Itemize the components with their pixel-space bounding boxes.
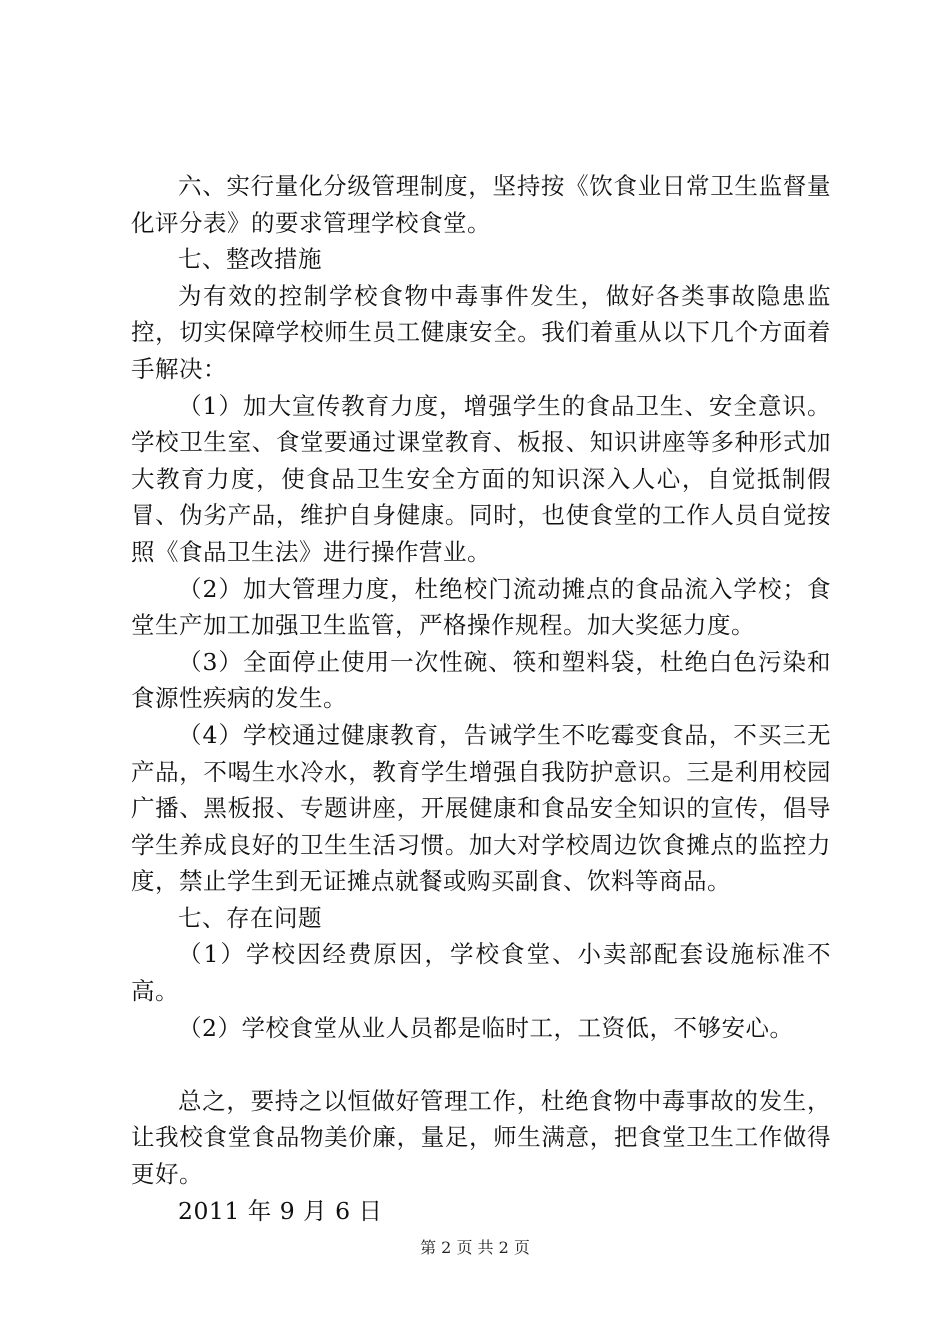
paragraph-measure-4: （4）学校通过健康教育，告诫学生不吃霉变食品，不买三无产品，不喝生水冷水，教育学生增强自我防护意识。三是利用校园广播、黑板报、专题讲座，开展健康和食品安全知识的宣传，倡导学生养成良好的卫生生活习惯。加大对学校周边饮食摊点的监控力度，禁止学生到无证摊点就餐或购买副食、饮料等商品。	[131, 720, 831, 896]
paragraph-rectification-intro: 为有效的控制学校食物中毒事件发生，做好各类事故隐患监控，切实保障学校师生员工健康安全。我们着重从以下几个方面着手解决：	[131, 281, 831, 383]
paragraph-problem-2: （2）学校食堂从业人员都是临时工，工资低，不够安心。	[178, 1013, 794, 1042]
paragraph-measure-3: （3）全面停止使用一次性碗、筷和塑料袋，杜绝白色污染和食源性疾病的发生。	[131, 647, 831, 713]
paragraph-quantified-management: 六、实行量化分级管理制度，坚持按《饮食业日常卫生监督量化评分表》的要求管理学校食堂。	[131, 172, 831, 237]
heading-existing-problems: 七、存在问题	[178, 903, 322, 932]
document-body	[131, 168, 831, 1229]
paragraph-measure-1: （1）加大宣传教育力度，增强学生的食品卫生、安全意识。学校卫生室、食堂要通过课堂教育、板报、知识讲座等多种形式加大教育力度，使食品卫生安全方面的知识深入人心，自觉抵制假冒、伪劣产品，维护自身健康。同时，也使食堂的工作人员自觉按照《食品卫生法》进行操作营业。	[131, 391, 831, 566]
paragraph-measure-2: （2）加大管理力度，杜绝校门流动摊点的食品流入学校；食堂生产加工加强卫生监管，严格操作规程。加大奖惩力度。	[131, 574, 831, 640]
heading-rectification-measures: 七、整改措施	[178, 245, 322, 274]
blank-line	[131, 1046, 831, 1083]
paragraph-problem-1: （1）学校因经费原因，学校食堂、小卖部配套设施标准不高。	[131, 940, 831, 1006]
page-footer: 第 2 页 共 2 页	[420, 1238, 530, 1257]
document-date: 2011 年 9 月 6 日	[178, 1196, 383, 1225]
paragraph-conclusion: 总之，要持之以恒做好管理工作，杜绝食物中毒事故的发生，让我校食堂食品物美价廉，量足，师生满意，把食堂卫生工作做得更好。	[131, 1086, 831, 1189]
